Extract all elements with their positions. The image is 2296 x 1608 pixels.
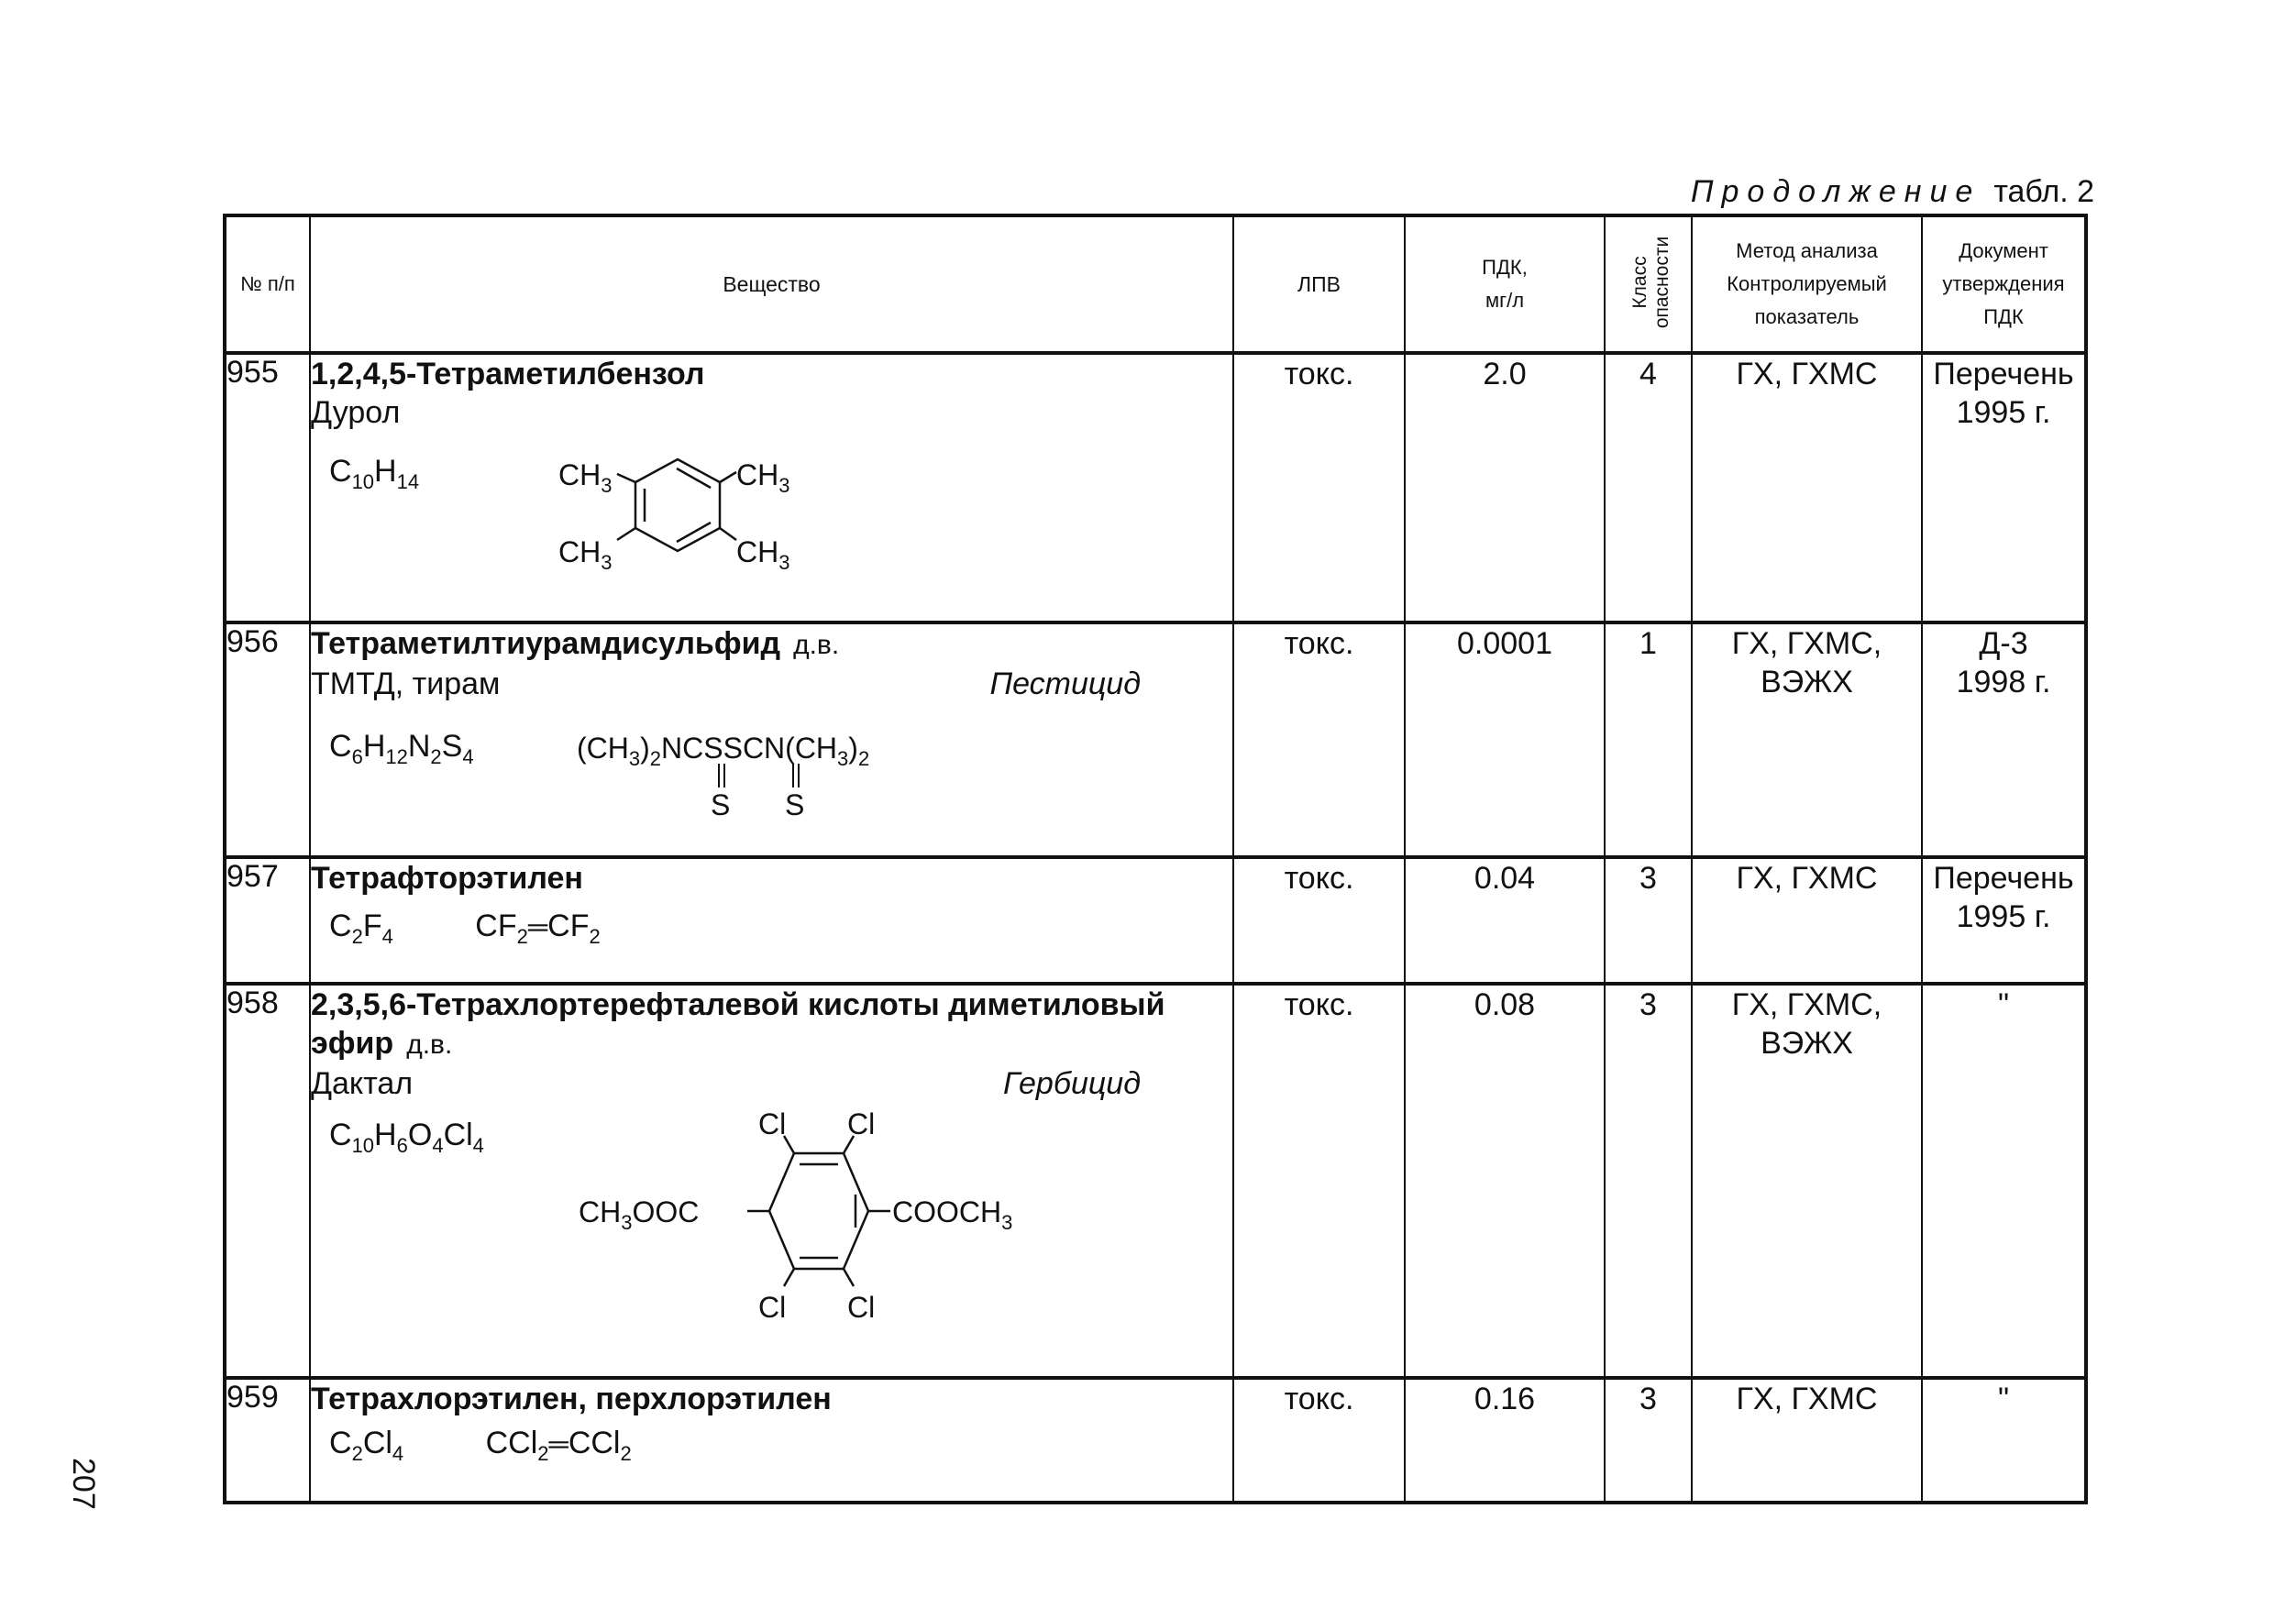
substance-synonym-line — [311, 1064, 1232, 1103]
substances-table — [223, 214, 2088, 1504]
lpv-cell: токс. — [1233, 353, 1405, 622]
document-line1: Д-3 — [1979, 626, 2028, 661]
document-line2: 1995 г. — [1956, 395, 2051, 430]
formula-structure-line — [329, 907, 1232, 956]
lpv-cell: токс. — [1233, 984, 1405, 1378]
header-substance: Вещество — [310, 215, 1233, 353]
substance-use: Пестицид — [989, 666, 1141, 701]
formula-structure-line — [329, 1424, 1232, 1473]
dacthal-structure-diagram — [568, 1103, 1081, 1332]
pdk-cell: 0.08 — [1405, 984, 1605, 1378]
molecular-formula: $C_{10}H_{14}$ — [329, 454, 420, 493]
header-doc-line3: ПДК — [1983, 305, 2024, 328]
chlorine-label-top-left: Cl — [758, 1107, 787, 1140]
header-klass — [1605, 215, 1692, 353]
molecular-formula: $C_2F_4$ — [329, 909, 393, 948]
ester-label-left: $CH_3OOC$ — [579, 1195, 700, 1234]
method-line2: ВЭЖХ — [1761, 665, 1853, 699]
hazard-class-cell: 3 — [1605, 1378, 1692, 1503]
formula-structure-line — [311, 703, 1232, 822]
header-klass-rotated — [1629, 236, 1673, 327]
caption-continuation-word: Продолжение — [1690, 174, 1981, 209]
substance-synonym-line — [311, 665, 1232, 703]
tmtd-structure-diagram — [577, 703, 1054, 822]
substance-name: 1,2,4,5-Тетраметилбензол — [311, 357, 705, 391]
hazard-class-cell: 4 — [1605, 353, 1692, 622]
document-line1: Перечень — [1933, 861, 2074, 896]
caption-table-ref: табл. 2 — [1993, 174, 2094, 209]
substance-cell — [310, 353, 1233, 622]
pdk-cell: 0.04 — [1405, 857, 1605, 984]
formula-structure-line — [311, 432, 1232, 588]
hazard-class-cell: 3 — [1605, 984, 1692, 1378]
method-cell: ГХ, ГХМС — [1692, 857, 1922, 984]
methyl-label-top-left: $CH_3$ — [558, 458, 613, 497]
table-row — [225, 353, 2086, 622]
document-line2: 1998 г. — [1956, 665, 2051, 699]
method-line2: ВЭЖХ — [1761, 1026, 1853, 1061]
header-pdk — [1405, 215, 1605, 353]
substance-synonym: ТМТД, тирам — [311, 666, 501, 701]
document-line1: Перечень — [1933, 357, 2074, 391]
document-cell — [1922, 857, 2086, 984]
document-cell — [1922, 353, 2086, 622]
methyl-label-top-right: $CH_3$ — [736, 458, 790, 497]
hazard-class-cell: 3 — [1605, 857, 1692, 984]
molecular-formula: $C_{10}H_6O_4Cl_4$ — [329, 1118, 484, 1157]
substance-name-line1: 2,3,5,6-Тетрахлортерефталевой кислоты диметиловый — [311, 987, 1165, 1022]
method-cell: ГХ, ГХМС — [1692, 353, 1922, 622]
header-method-line2: Контролируемый — [1727, 272, 1887, 295]
chlorine-label-bottom-right: Cl — [847, 1291, 876, 1324]
document-cell: " — [1922, 1378, 2086, 1503]
header-doc-line2: утверждения — [1942, 272, 2065, 295]
header-doc — [1922, 215, 2086, 353]
sulfur-label-right: S — [785, 788, 805, 821]
lpv-cell: токс. — [1233, 1378, 1405, 1503]
ester-label-right: $COOCH_3$ — [892, 1195, 1013, 1234]
chlorine-label-bottom-left: Cl — [758, 1291, 787, 1324]
header-row — [225, 215, 2086, 353]
table-row — [225, 984, 2086, 1378]
active-substance-mark: д.в. — [793, 630, 840, 660]
substance-cell — [310, 1378, 1233, 1503]
substance-cell — [310, 622, 1233, 857]
substance-name: Тетрафторэтилен — [311, 861, 583, 896]
method-cell — [1692, 622, 1922, 857]
method-cell — [1692, 984, 1922, 1378]
formula-structure-line — [311, 1103, 1232, 1332]
methyl-label-bottom-right: $CH_3$ — [736, 535, 790, 574]
substance-name-end: эфир — [311, 1026, 394, 1061]
row-number: 955 — [225, 353, 310, 622]
sulfur-label-left: S — [711, 788, 731, 821]
header-method-line3: показатель — [1754, 305, 1860, 328]
header-pdk-line1: ПДК, — [1482, 256, 1528, 279]
methyl-label-bottom-left: $CH_3$ — [558, 535, 613, 574]
header-method-line1: Метод анализа — [1736, 239, 1878, 262]
method-line1: ГХ, ГХМС, — [1731, 626, 1882, 661]
substance-name: Тетрахлорэтилен, перхлорэтилен — [311, 1382, 832, 1416]
pdk-cell: 0.0001 — [1405, 622, 1605, 857]
pdk-cell: 0.16 — [1405, 1378, 1605, 1503]
benzene-ring — [617, 459, 736, 551]
active-substance-mark: д.в. — [406, 1030, 453, 1060]
lpv-cell: токс. — [1233, 622, 1405, 857]
substance-name-line2 — [311, 1024, 1232, 1064]
substance-name-line — [311, 624, 1232, 665]
method-line1: ГХ, ГХМС, — [1731, 987, 1882, 1022]
hazard-class-cell: 1 — [1605, 622, 1692, 857]
durene-structure-diagram — [540, 432, 925, 588]
document-cell: " — [1922, 984, 2086, 1378]
method-cell: ГХ, ГХМС — [1692, 1378, 1922, 1503]
row-number: 956 — [225, 622, 310, 857]
page-number: 207 — [66, 1458, 101, 1510]
row-number: 957 — [225, 857, 310, 984]
header-method — [1692, 215, 1922, 353]
document-line2: 1995 г. — [1956, 899, 2051, 934]
header-klass-line1: Класс — [1629, 255, 1651, 309]
substance-synonym: Дурол — [311, 395, 401, 430]
header-doc-line1: Документ — [1959, 239, 2048, 262]
lpv-cell: токс. — [1233, 857, 1405, 984]
table-continuation-caption — [1691, 174, 2094, 210]
substance-cell — [310, 857, 1233, 984]
substance-name: Тетраметилтиурамдисульфид — [311, 626, 781, 661]
row-number: 958 — [225, 984, 310, 1378]
table-row — [225, 622, 2086, 857]
row-number: 959 — [225, 1378, 310, 1503]
substance-synonym: Дактал — [311, 1066, 414, 1101]
tetrafluoroethylene-structure: $CF_2═CF_2$ — [475, 909, 601, 948]
tmtd-structural-formula: $(CH_3)_2NCSSCN(CH_3)_2$ — [577, 732, 870, 770]
substance-cell — [310, 984, 1233, 1378]
table-row — [225, 1378, 2086, 1503]
header-klass-line2: опасности — [1651, 236, 1673, 328]
molecular-formula: $C_6H_{12}N_2S_4$ — [329, 729, 474, 768]
benzene-ring — [747, 1136, 890, 1286]
pdk-cell: 2.0 — [1405, 353, 1605, 622]
thione-double-bonds — [719, 764, 799, 787]
header-num: № п/п — [225, 215, 310, 353]
table-row — [225, 857, 2086, 984]
document-cell — [1922, 622, 2086, 857]
substance-use: Гербицид — [1003, 1066, 1141, 1101]
tetrachloroethylene-structure: CCl$_2$═CCl$_2$ — [485, 1426, 632, 1465]
header-lpv: ЛПВ — [1233, 215, 1405, 353]
chlorine-label-top-right: Cl — [847, 1107, 876, 1140]
header-pdk-line2: мг/л — [1485, 289, 1525, 312]
molecular-formula: $C_2Cl_4$ — [329, 1426, 404, 1465]
